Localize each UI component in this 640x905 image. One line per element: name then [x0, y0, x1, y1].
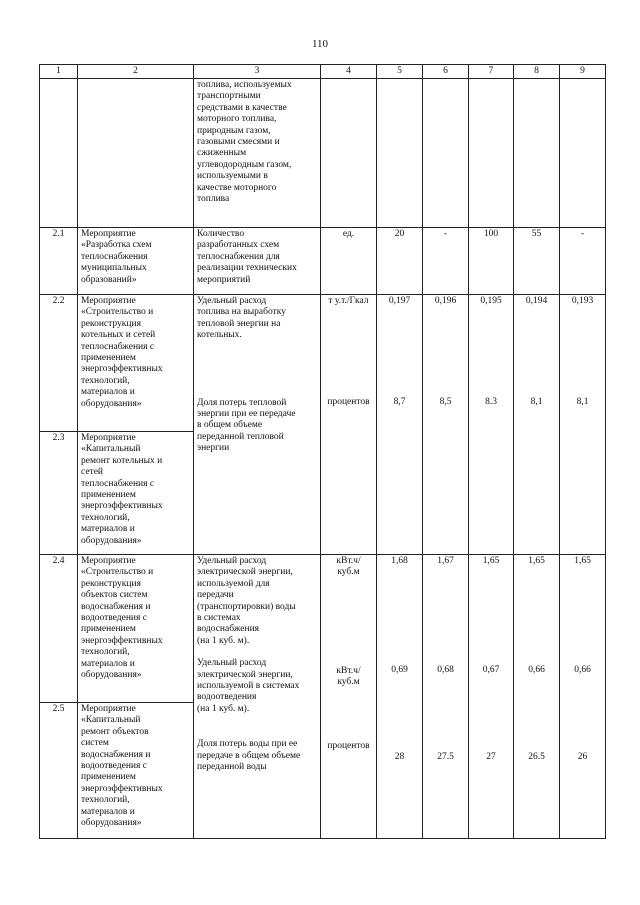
value-cell: 0,69: [391, 665, 408, 676]
value-cell: 0,196: [434, 296, 457, 306]
indicators-table: [39, 64, 606, 839]
unit: ед.: [321, 228, 377, 295]
column-number: 5: [377, 65, 423, 79]
value-cell: 8,1: [576, 397, 589, 408]
column-number: 7: [469, 65, 514, 79]
value-cell: 1,65: [528, 556, 545, 566]
value-cell: 8,1: [530, 397, 543, 408]
value-cell: 28: [394, 751, 405, 762]
value-cell: 100: [469, 228, 514, 295]
column-number: 3: [194, 65, 321, 79]
value-cell: 8,5: [439, 397, 452, 408]
unit: кВт.ч/ куб.м: [336, 665, 361, 688]
value-cell: 27.5: [437, 751, 454, 762]
indicator-text: Удельный расход топлива на выработку тепловой энергии на котельных.: [197, 296, 286, 341]
value-cell: -: [423, 228, 469, 295]
value-cell: 0,68: [437, 665, 454, 676]
row-number: 2.5: [40, 703, 78, 839]
column-number: 8: [514, 65, 560, 79]
unit: процентов: [327, 740, 370, 751]
column-number: 1: [40, 65, 78, 79]
value-cell: 0,195: [480, 296, 502, 306]
value-cell: 26.5: [528, 751, 545, 762]
value-cell: 0,67: [482, 665, 500, 676]
unit: процентов: [327, 397, 370, 408]
value-cell: 26: [577, 751, 588, 762]
value-cell: 0,197: [388, 296, 411, 306]
value-cell: 1,67: [437, 556, 454, 566]
value-cell: -: [560, 228, 606, 295]
table-row: [40, 555, 606, 703]
table-row: [40, 228, 606, 295]
value-cell: 1,65: [574, 556, 591, 566]
value-cell: 0,66: [574, 665, 591, 676]
value-cell: 8.3: [485, 397, 497, 408]
table-row: [40, 295, 606, 432]
indicator-text: Удельный расход электрической энергии, используемой для передачи (транспортировки) воды в системах водоснабжения (на 1 куб. м).: [197, 556, 296, 646]
column-number: 9: [560, 65, 606, 79]
row-number: 2.4: [40, 555, 78, 703]
value-cell: 1,65: [482, 556, 500, 566]
indicator-text: Удельный расход электрической энергии, используемой в системах водоотведения (на 1 куб. м).: [197, 658, 300, 714]
row-number: 2.1: [40, 228, 78, 295]
indicator-text: Количество разработанных схем теплоснабжения для реализации технических мероприятий: [197, 229, 297, 285]
measure-name: Мероприятие «Капитальный ремонт котельных и сетей теплоснабжения с применением энергоэффективных технологий, материалов и оборудования»: [81, 433, 163, 546]
page-number: 110: [311, 38, 329, 50]
value-cell: 0,194: [525, 296, 548, 306]
column-number: 6: [423, 65, 469, 79]
unit: т у.т./Гкал: [328, 296, 369, 306]
value-cell: 55: [514, 228, 560, 295]
unit: кВт.ч/ куб.м: [336, 556, 361, 578]
indicator-text: топлива, используемых транспортными средствами в качестве моторного топлива, природным газом, газовыми смесями и сжиженным углеводородным газом, используемыми в качестве моторного топлива: [197, 80, 292, 205]
value-cell: 0,66: [528, 665, 545, 676]
column-number: 2: [78, 65, 194, 79]
table-row: [40, 79, 606, 228]
measure-name: Мероприятие «Строительство и реконструкция объектов систем водоснабжения и водоотведения с применением энергоэффективных технологий, материалов и оборудования»: [81, 556, 163, 681]
column-number: 4: [321, 65, 377, 79]
row-number: 2.2: [40, 295, 78, 432]
column-number-row: [40, 65, 606, 79]
row-number: 2.3: [40, 432, 78, 555]
measure-name: Мероприятие «Капитальный ремонт объектов систем водоснабжения и водоотведения с применением энергоэффективных технологий, материалов и оборудования»: [81, 704, 163, 829]
value-cell: 20: [377, 228, 423, 295]
value-cell: 1,68: [391, 556, 408, 566]
indicator-text: Доля потерь воды при ее передаче в общем объеме переданной воды: [197, 739, 301, 773]
value-cell: 27: [486, 751, 496, 762]
indicator-text: Доля потерь тепловой энергии при ее передаче в общем объеме переданной тепловой энергии: [197, 397, 296, 454]
value-cell: 0,193: [571, 296, 594, 306]
measure-name: Мероприятие «Строительство и реконструкция котельных и сетей теплоснабжения с применением энергоэффективных технологий, материалов и оборудования»: [81, 296, 163, 409]
value-cell: 8,7: [393, 397, 406, 408]
measure-name: Мероприятие «Разработка схем теплоснабжения муниципальных образований»: [81, 229, 152, 285]
